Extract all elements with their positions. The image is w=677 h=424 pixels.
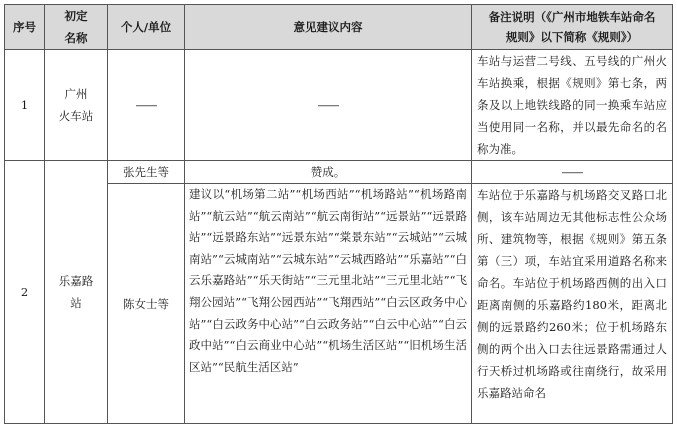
header-note-line2: 规则》以下简称《规则》） [505,30,639,44]
header-name-line2: 名称 [64,31,88,45]
row-person: 张先生等 [108,161,185,184]
row-index: 1 [5,50,45,161]
table-row [5,50,673,161]
row-note: —— [472,161,673,184]
row-opinion: 建议以“机场第二站”“机场西站”“机场路站”“机场路南站”“航云站”“航云南站”“航云南街站”“远景站”“远景路站”“远景路东站”“远景东站”“棠景东站”“云城站”“云城南站”“云城南站”“云城东站”“云城西路站”“乐嘉站”“白云乐嘉路站”“乐天街站”“三元里北站”“三元里北站”“飞翔公园站”“飞翔公园西站”“飞翔西站”“白云区政务中心站”“白云政务中心站”“白云政务站”“白云中心站”“白云政中站”“白云商业中心站”“机场生活区站”“旧机场生活区站”“民航生活区站” [189,187,467,374]
row-opinion: —— [185,50,472,161]
row-person: —— [108,50,185,161]
row-name-line1: 乐嘉路 [58,274,94,288]
row-opinion-cell [185,184,472,424]
row-name-line2: 火车站 [58,109,94,123]
header-name [45,5,108,50]
row-opinion: 赞成。 [185,161,472,184]
opinion-table [4,4,673,424]
header-index: 序号 [5,5,45,50]
row-name-line1: 广州 [64,87,88,101]
header-opinion: 意见建议内容 [185,5,472,50]
table-row [5,161,673,184]
header-name-line1: 初定 [64,9,88,23]
header-note-line1: 备注说明（《广州市地铁车站命名 [488,10,656,24]
row-person: 陈女士等 [108,184,185,424]
row-index: 2 [5,161,45,424]
header-person: 个人/单位 [108,5,185,50]
row-name [45,161,108,424]
row-note: 车站与运营二号线、五号线的广州火车站换乘，根据《规则》第七条，两条及以上地铁线路的同一换乘车站应当使用同一名称，并以最先命名的名称为准。 [472,50,673,161]
row-name-line2: 站 [70,296,82,310]
row-note: 车站位于乐嘉路与机场路交叉路口北侧，该车站周边无其他标志性公众场所、建筑物等，根据《规则》第五条第（三）项，车站宜采用道路名称来命名。车站位于机场路西侧的出入口距离南侧的乐嘉路约180米，距离北侧的远景路约260米；位于机场路东侧的两个出入口去往远景路需通过人行天桥过机场路或往南绕行，故采用乐嘉路站命名 [477,188,667,400]
header-row [5,5,673,50]
header-note [472,5,673,50]
row-name [45,50,108,161]
row-note-cell [472,184,673,424]
